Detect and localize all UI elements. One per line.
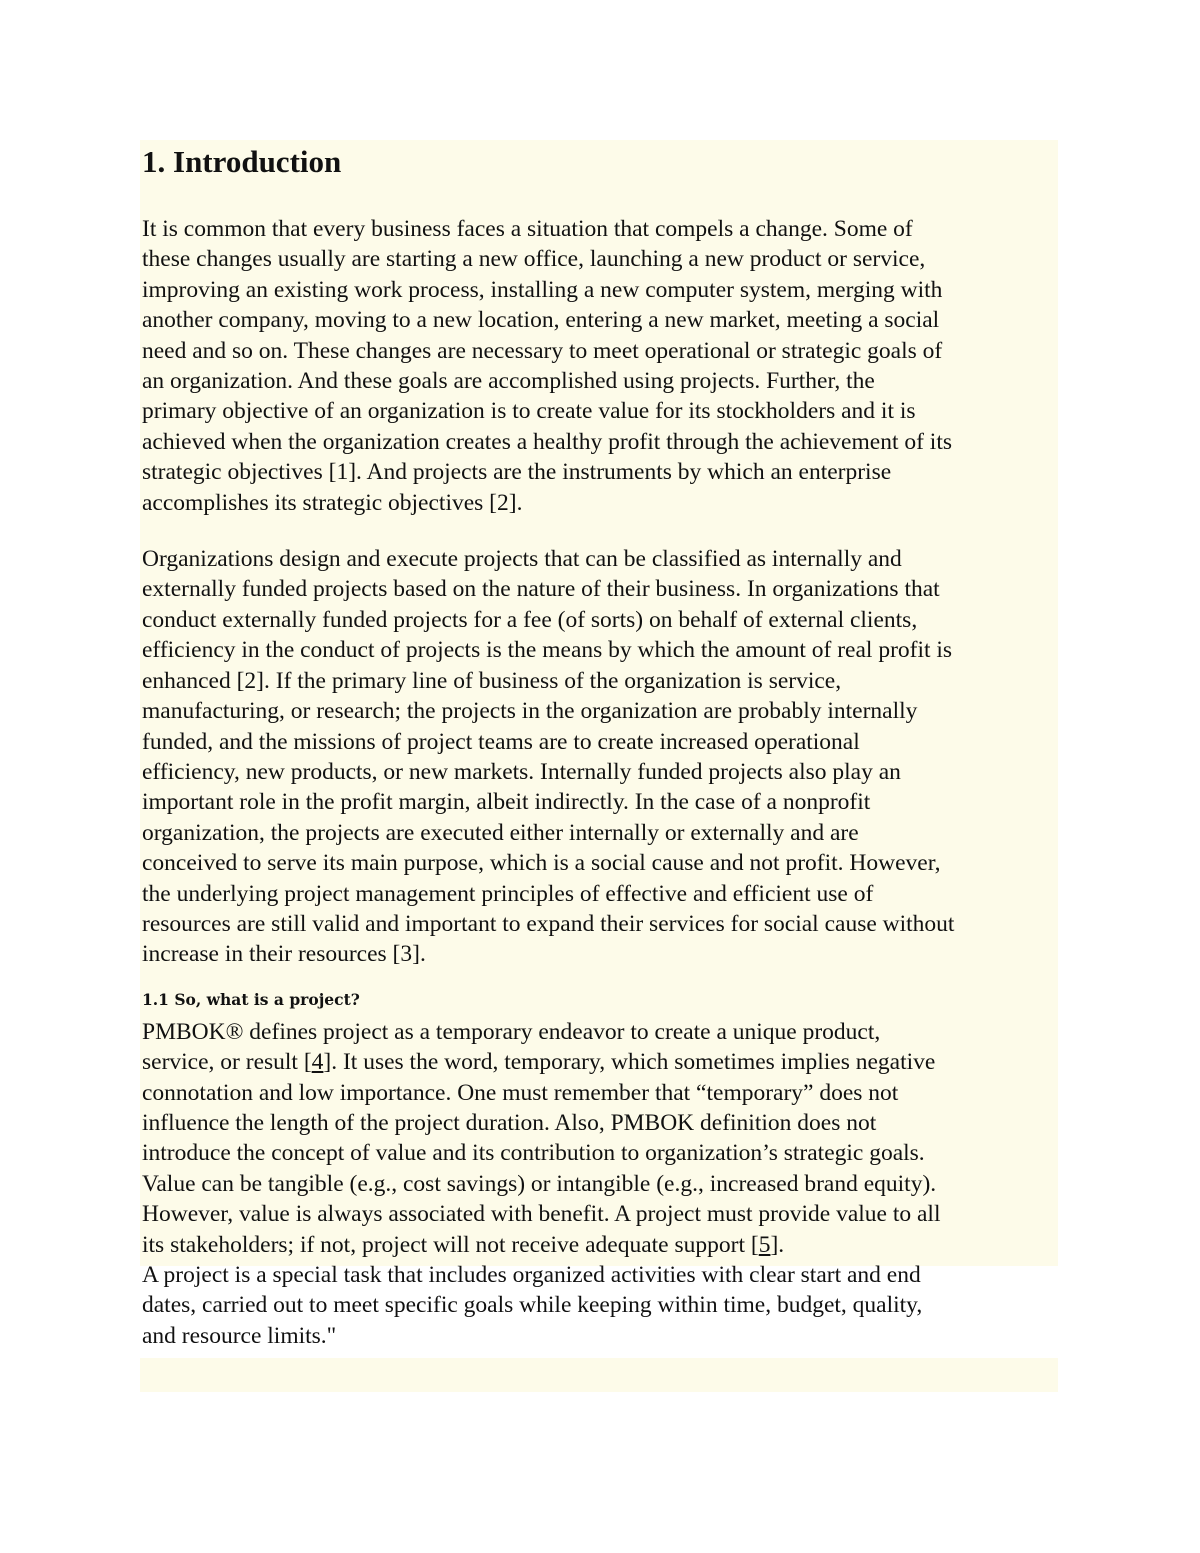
text-segment: its stakeholders; if not, project will not receive adequate support [	[142, 1231, 759, 1258]
project-definition-paragraph	[142, 1017, 1060, 1260]
text-line: important role in the profit margin, albeit indirectly. In the case of a nonprofit	[142, 789, 871, 816]
project-task-paragraph	[142, 1260, 1060, 1351]
reference-link-5[interactable]: 5	[758, 1231, 771, 1258]
text-line: manufacturing, or research; the projects in the organization are probably internally	[142, 698, 918, 725]
text-line: funded, and the missions of project teams are to create increased operational	[142, 728, 860, 755]
section-heading: 1. Introduction	[142, 144, 342, 179]
text-line: accomplishes its strategic objectives [2].	[142, 489, 523, 516]
text-line: conceived to serve its main purpose, which is a social cause and not profit. However,	[142, 850, 941, 877]
text-line: and resource limits."	[142, 1322, 337, 1349]
text-highlight-tail	[140, 1358, 1058, 1392]
text-line: It is common that every business faces a situation that compels a change. Some of	[142, 216, 913, 242]
text-line: an organization. And these goals are accomplished using projects. Further, the	[142, 368, 875, 395]
text-line: improving an existing work process, installing a new computer system, merging with	[142, 276, 943, 303]
text-line: introduce the concept of value and its contribution to organization’s strategic goals.	[142, 1140, 925, 1167]
text-line: influence the length of the project duration. Also, PMBOK definition does not	[142, 1109, 877, 1136]
document-body	[142, 142, 1060, 1351]
text-line: dates, carried out to meet specific goals while keeping within time, budget, quality,	[142, 1292, 923, 1319]
text-line: connotation and low importance. One must remember that “temporary” does not	[142, 1079, 899, 1106]
text-line: increase in their resources [3].	[142, 941, 426, 968]
text-line: efficiency in the conduct of projects is the means by which the amount of real profit is	[142, 637, 953, 664]
text-segment: ]. It uses the word, temporary, which sometimes implies negative	[323, 1049, 936, 1076]
text-segment: ].	[770, 1231, 785, 1258]
text-line: efficiency, new products, or new markets. Internally funded projects also play an	[142, 758, 901, 785]
text-line: Value can be tangible (e.g., cost savings) or intangible (e.g., increased brand equity).	[142, 1170, 937, 1197]
text-line: conduct externally funded projects for a fee (of sorts) on behalf of external clients,	[142, 606, 918, 633]
text-line: another company, moving to a new location, entering a new market, meeting a social	[142, 307, 940, 334]
intro-paragraph-2	[142, 544, 1060, 970]
text-line: achieved when the organization creates a healthy profit through the achievement of its	[142, 428, 953, 455]
text-line	[142, 1047, 1060, 1077]
intro-paragraph-1	[142, 214, 1060, 518]
text-line: need and so on. These changes are necessary to meet operational or strategic goals of	[142, 337, 943, 364]
text-line: organization, the projects are executed either internally or externally and are	[142, 819, 859, 846]
text-line: strategic objectives [1]. And projects are the instruments by which an enterprise	[142, 459, 892, 486]
text-line: primary objective of an organization is to create value for its stockholders and it is	[142, 398, 916, 425]
subsection-heading: 1.1 So, what is a project?	[142, 989, 360, 1009]
text-segment: service, or result [	[142, 1049, 312, 1076]
text-line	[142, 1230, 1060, 1260]
text-line: resources are still valid and important to expand their services for social cause without	[142, 910, 955, 937]
text-line: A project is a special task that includes organized activities with clear start and end	[142, 1262, 921, 1288]
text-line: However, value is always associated with benefit. A project must provide value to all	[142, 1201, 941, 1228]
text-line: these changes usually are starting a new office, launching a new product or service,	[142, 246, 926, 273]
text-line: Organizations design and execute projects that can be classified as internally and	[142, 546, 902, 573]
reference-link-4[interactable]: 4	[311, 1049, 324, 1076]
text-line: enhanced [2]. If the primary line of business of the organization is service,	[142, 667, 842, 694]
text-line: PMBOK® defines project as a temporary endeavor to create a unique product,	[142, 1018, 881, 1045]
text-line: the underlying project management principles of effective and efficient use of	[142, 880, 874, 907]
text-line: externally funded projects based on the nature of their business. In organizations that	[142, 576, 940, 603]
